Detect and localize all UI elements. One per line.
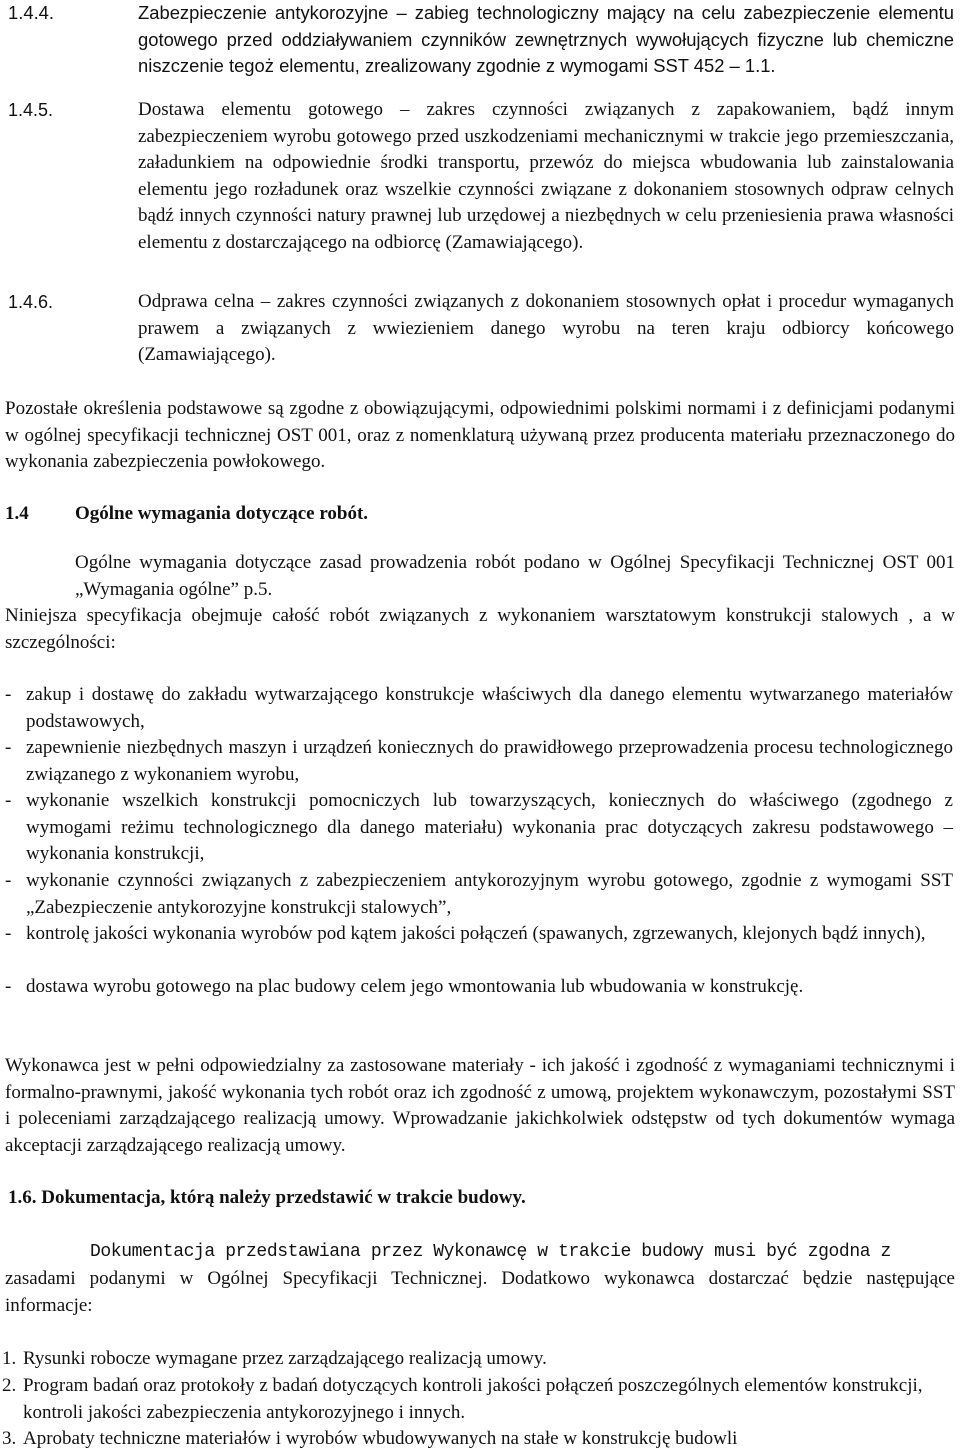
list-item [0,921,955,974]
numbered-item [0,1373,955,1426]
list-item-text: zapewnienie niezbędnych maszyn i urządzeń koniecznych do prawidłowego przeprowadzenia procesu technologicznego związanego z wykonaniem wyrobu, [26,737,953,785]
numbered-item [0,1346,955,1373]
item-number: 1. [2,1348,17,1369]
list-item-text: zakup i dostawę do zakładu wytwarzającego konstrukcje właściwych dla danego elementu wytwarzanego materiałów podstawowych, [26,684,953,732]
item-text: Rysunki robocze wymagane przez zarządzającego realizacją umowy. [23,1348,547,1369]
item-text: Program badań oraz protokoły z badań dotyczących kontroli jakości połączeń poszczególnych elementów konstrukcji, kontroli jakości zabezpieczenia antykorozyjnego i innych. [23,1375,923,1423]
definition-1-4-5 [8,97,954,282]
list-item [0,735,955,788]
definition-text: Zabezpieczenie antykorozyjne – zabieg technologiczny mający na celu zabezpieczenie elementu gotowego przed oddziaływaniem czynników zewnętrznych wywołujących fizyczne lub chemiczne niszczenie tegoż elementu, zrealizowany zgodnie z wymogami SST 452 – 1.1. [138,2,954,76]
list-item-text: dostawa wyrobu gotowego na plac budowy celem jego wmontowania lub wbudowania w konstrukcję. [26,976,804,997]
item-text: Aprobaty techniczne materiałów i wyrobów wbudowywanych na stałe w konstrukcję budowli [23,1428,738,1449]
list-item-text: kontrolę jakości wykonania wyrobów pod kątem jakości połączeń (spawanych, zgrzewanych, klejonych bądź innych), [26,923,926,944]
definition-number: 1.4.4. [8,2,55,23]
list-item [0,974,955,1027]
list-dash: - [5,976,12,997]
list-dash: - [5,737,12,758]
list-dash: - [5,790,12,811]
other-definitions-paragraph: Pozostałe określenia podstawowe są zgodne z obowiązującymi, odpowiednimi polskimi normami i z definicjami podanymi w ogólnej specyfikacji technicznej OST 001, oraz z nomenklaturą używaną przez producenta materiału przeznaczonego do wykonania zabezpieczenia powłokowego. [5,398,955,472]
list-item [0,868,955,921]
numbered-item [0,1426,955,1452]
list-dash: - [5,684,12,705]
definition-text: Odprawa celna – zakres czynności związanych z dokonaniem stosownych opłat i procedur wymaganych prawem a związanych z wwiezieniem danego wyrobu na teren kraju odbiorcy końcowego (Zamawiającego). [138,291,954,365]
section-1-6-intro-rest: zasadami podanymi w Ogólnej Specyfikacji Technicznej. Dodatkowo wykonawca dostarczać będzie następujące informacje: [5,1268,955,1316]
section-1-4-scope: Niniejsza specyfikacja obejmuje całość robót związanych z wykonaniem warsztatowym konstrukcji stalowych , a w szczególności: [5,605,955,653]
section-1-4-intro: Ogólne wymagania dotyczące zasad prowadzenia robót podano w Ogólnej Specyfikacji Technicznej OST 001 „Wymagania ogólne” p.5. [75,552,955,600]
definition-1-4-4 [8,0,954,80]
list-item [0,788,955,868]
definition-1-4-6 [8,289,954,369]
item-number: 3. [2,1428,17,1449]
contractor-responsibility-paragraph: Wykonawca jest w pełni odpowiedzialny za zastosowane materiały - ich jakość i zgodność z wymaganiami technicznymi i formalno-prawnymi, jakość wykonania tych robót oraz ich zgodność z umową, projektem wykonawczym, pozostałymi SST i poleceniami zarządzającego realizacją umowy. Wprowadzanie jakichkolwiek odstępstw od tych dokumentów wymaga akceptacji zarządzającego realizacją umowy. [5,1055,955,1156]
list-item-text: wykonanie czynności związanych z zabezpieczeniem antykorozyjnym wyrobu gotowego, zgodnie z wymogami SST „Zabezpieczenie antykorozyjne konstrukcji stalowych”, [26,870,953,918]
list-item-text: wykonanie wszelkich konstrukcji pomocniczych lub towarzyszących, koniecznych do właściwego (zgodnego z wymogami reżimu technologicznego dla danego materiału) wykonania prac dotyczących zakresu podstawowego – wykonania konstrukcji, [26,790,953,864]
list-dash: - [5,870,12,891]
section-number: 1.4 [5,503,29,524]
section-1-6-intro-first-line: Dokumentacja przedstawiana przez Wykonawcę w trakcie budowy musi być zgodna z [90,1242,891,1262]
section-heading-1-6: 1.6. Dokumentacja, którą należy przedstawić w trakcie budowy. [8,1187,526,1208]
item-number: 2. [2,1375,17,1396]
definition-number: 1.4.6. [8,292,54,312]
list-item [0,682,955,735]
list-dash: - [5,923,12,944]
definition-text: Dostawa elementu gotowego – zakres czynności związanych z zapakowaniem, bądź innym zabezpieczeniem wyrobu gotowego przed uszkodzeniami mechanicznymi w trakcie jego przemieszczania, załadunkiem na odpowiednie środki transportu, przewóz do miejsca wbudowania lub zainstalowania elementu jego rozładunek oraz wszelkie czynności związane z dokonaniem stosownych odpraw celnych bądź innych czynności natury prawnej lub urzędowej a niezbędnych w celu przeniesienia prawa własności elementu z dostarczającego na odbiorcę (Zamawiającego). [138,99,954,253]
section-title: Ogólne wymagania dotyczące robót. [75,503,369,524]
section-heading-1-4 [5,501,955,528]
definition-number: 1.4.5. [8,100,54,120]
